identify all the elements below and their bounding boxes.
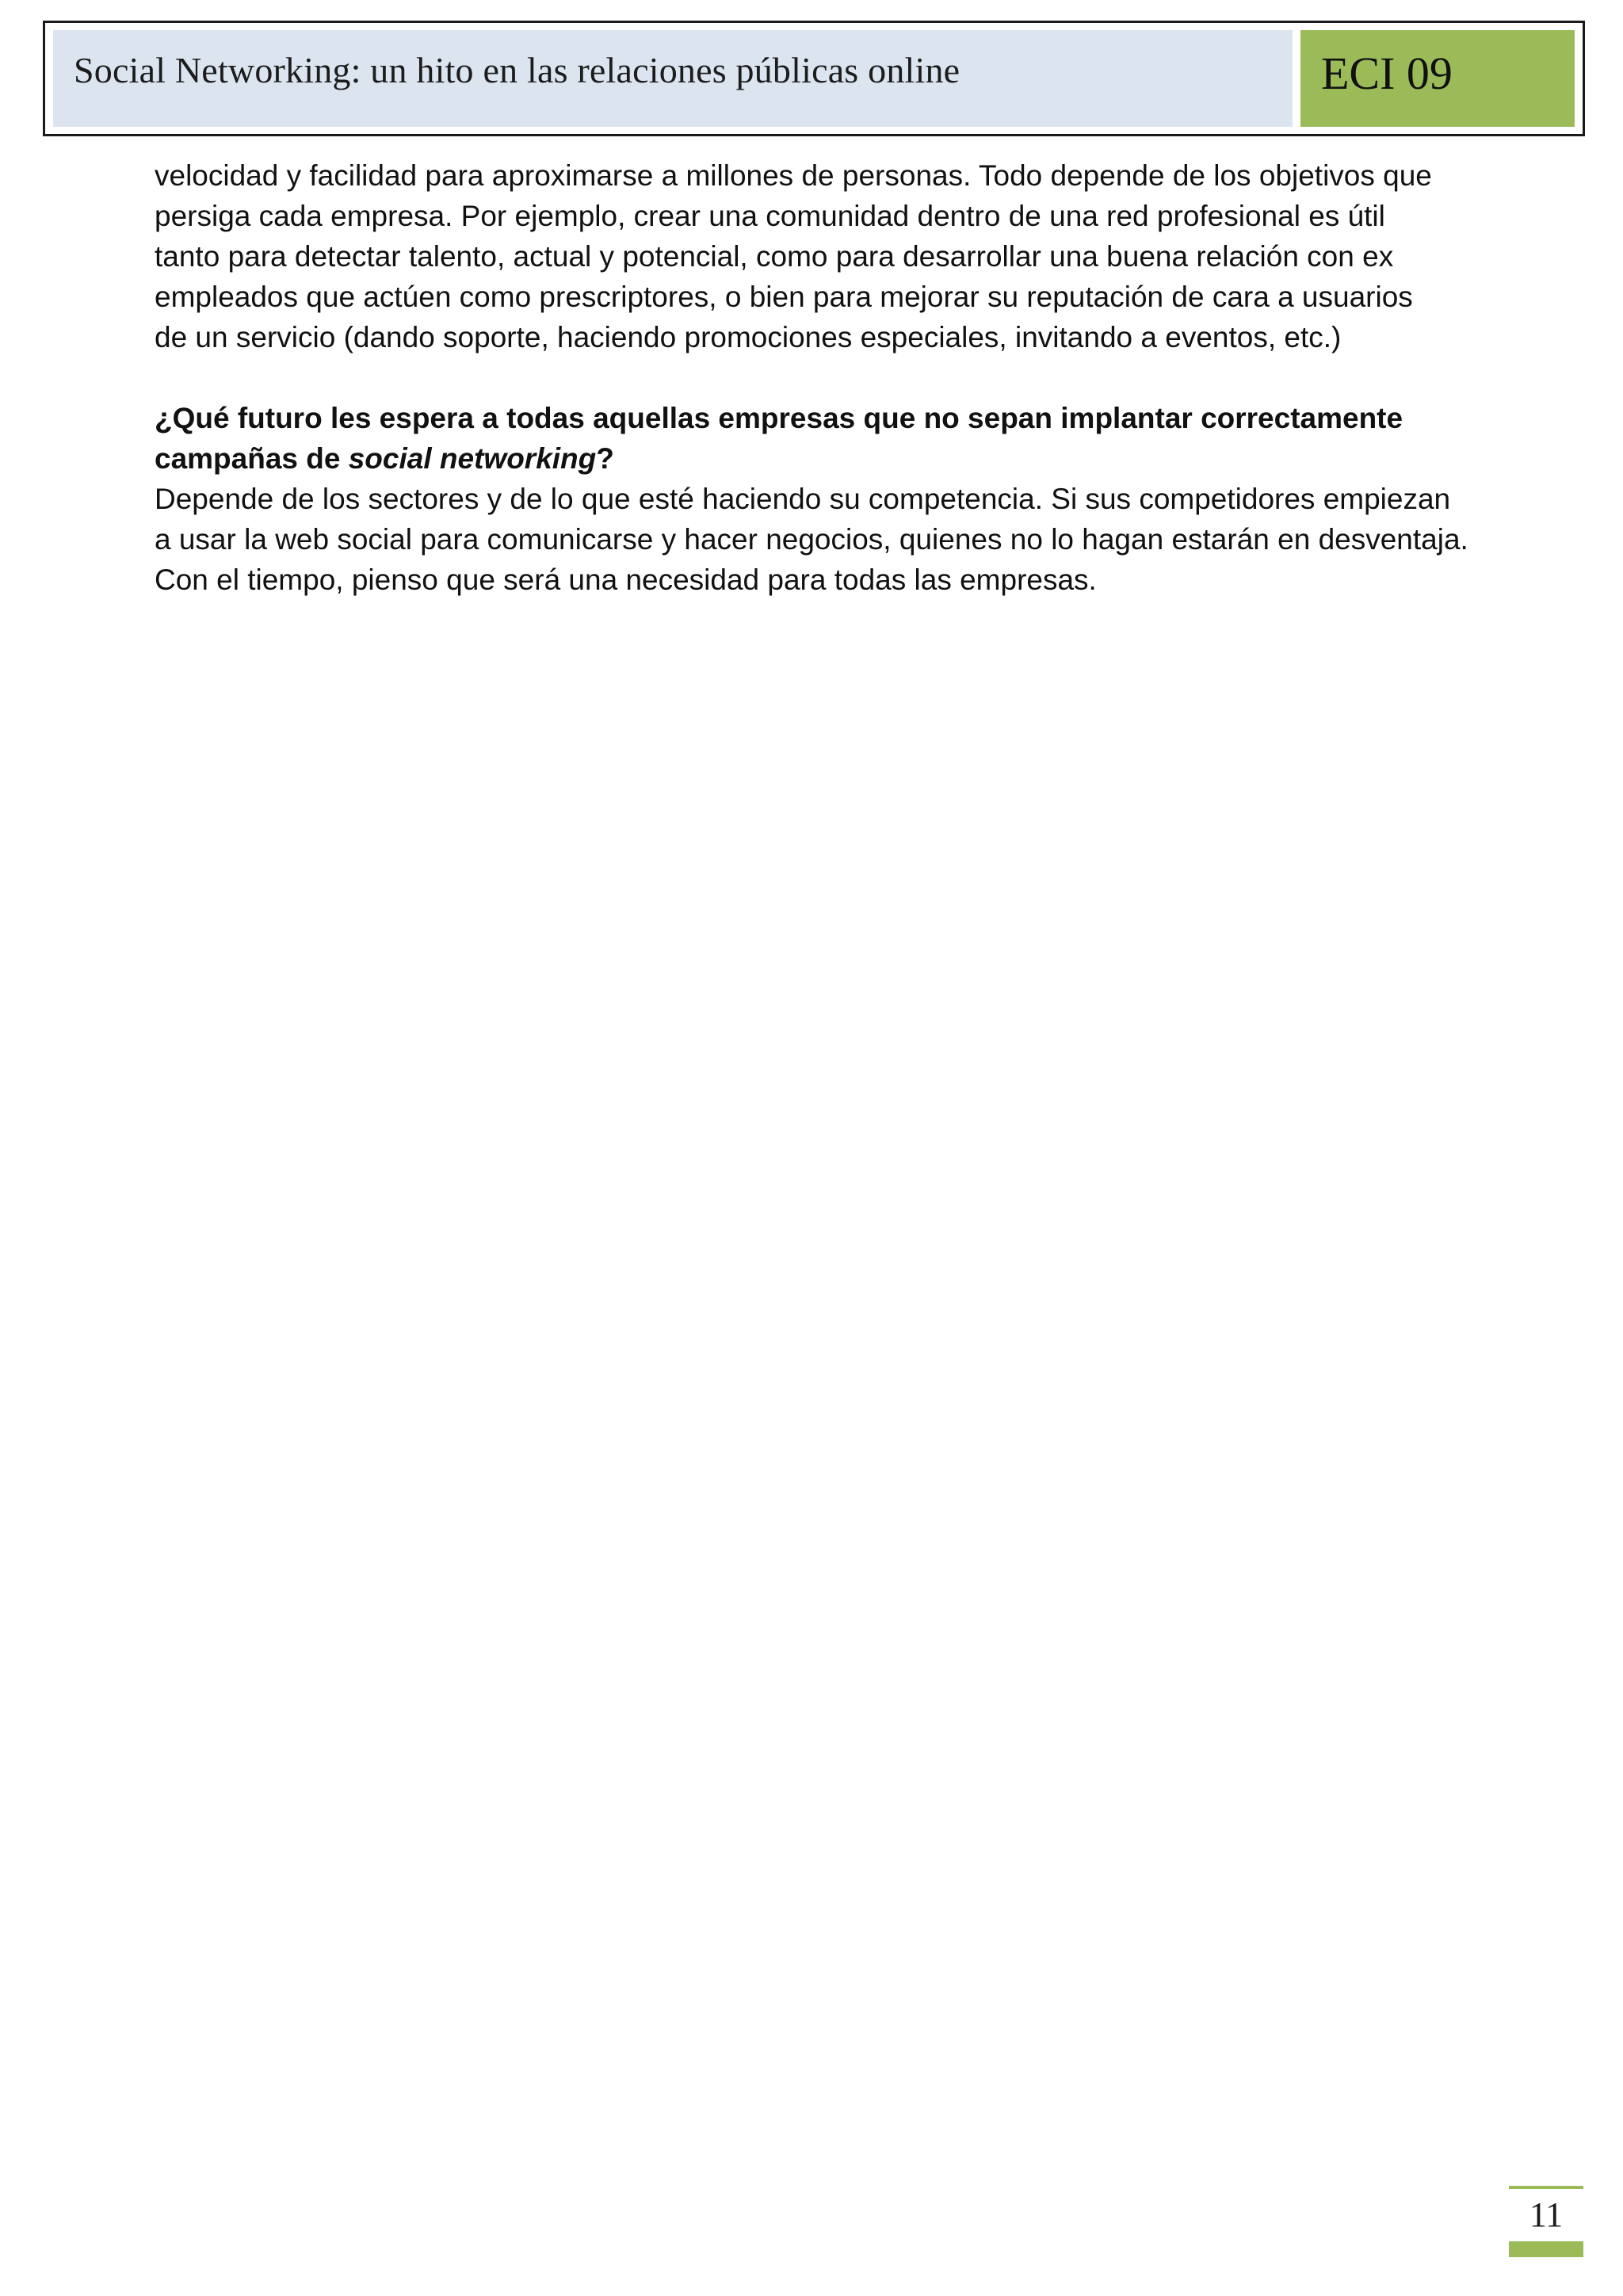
paragraph-line: de un servicio (dando soporte, haciendo promociones especiales, invitando a eventos, etc.) — [155, 321, 1342, 353]
paragraph-line: empleados que actúen como prescriptores, o bien para mejorar su reputación de cara a usuarios — [155, 281, 1413, 313]
answer-line: Con el tiempo, pienso que será una necesidad para todas las empresas. — [155, 563, 1097, 596]
header-title-box — [53, 30, 1293, 127]
document-code: ECI 09 — [1321, 48, 1453, 99]
question-suffix: ? — [596, 442, 614, 475]
paragraph-line: velocidad y facilidad para aproximarse a millones de personas. Todo depende de los objetivos que — [155, 159, 1432, 192]
document-title: Social Networking: un hito en las relaciones públicas online — [74, 50, 960, 90]
question-heading-line-1: ¿Qué futuro les espera a todas aquellas empresas que no sepan implantar correctamente — [155, 402, 1403, 434]
question-heading-line-2 — [155, 438, 1502, 479]
answer-line: a usar la web social para comunicarse y hacer negocios, quienes no lo hagan estarán en desventaja. — [155, 523, 1468, 556]
page-number: 11 — [1529, 2195, 1564, 2234]
body-text — [155, 155, 1502, 600]
answer-line: Depende de los sectores y de lo que esté haciendo su competencia. Si sus competidores empiezan — [155, 483, 1451, 515]
question-prefix: campañas de — [155, 442, 349, 475]
paragraph-line: tanto para detectar talento, actual y potencial, como para desarrollar una buena relación con ex — [155, 240, 1394, 273]
page-header — [43, 21, 1585, 136]
paragraph-gap — [155, 357, 1502, 398]
paragraph-line: persiga cada empresa. Por ejemplo, crear una comunidad dentro de una red profesional es útil — [155, 200, 1385, 232]
header-code-box — [1300, 30, 1575, 127]
question-italic-term: social networking — [348, 442, 597, 475]
page-footer — [1509, 2186, 1583, 2257]
page-number-bar — [1509, 2241, 1583, 2257]
